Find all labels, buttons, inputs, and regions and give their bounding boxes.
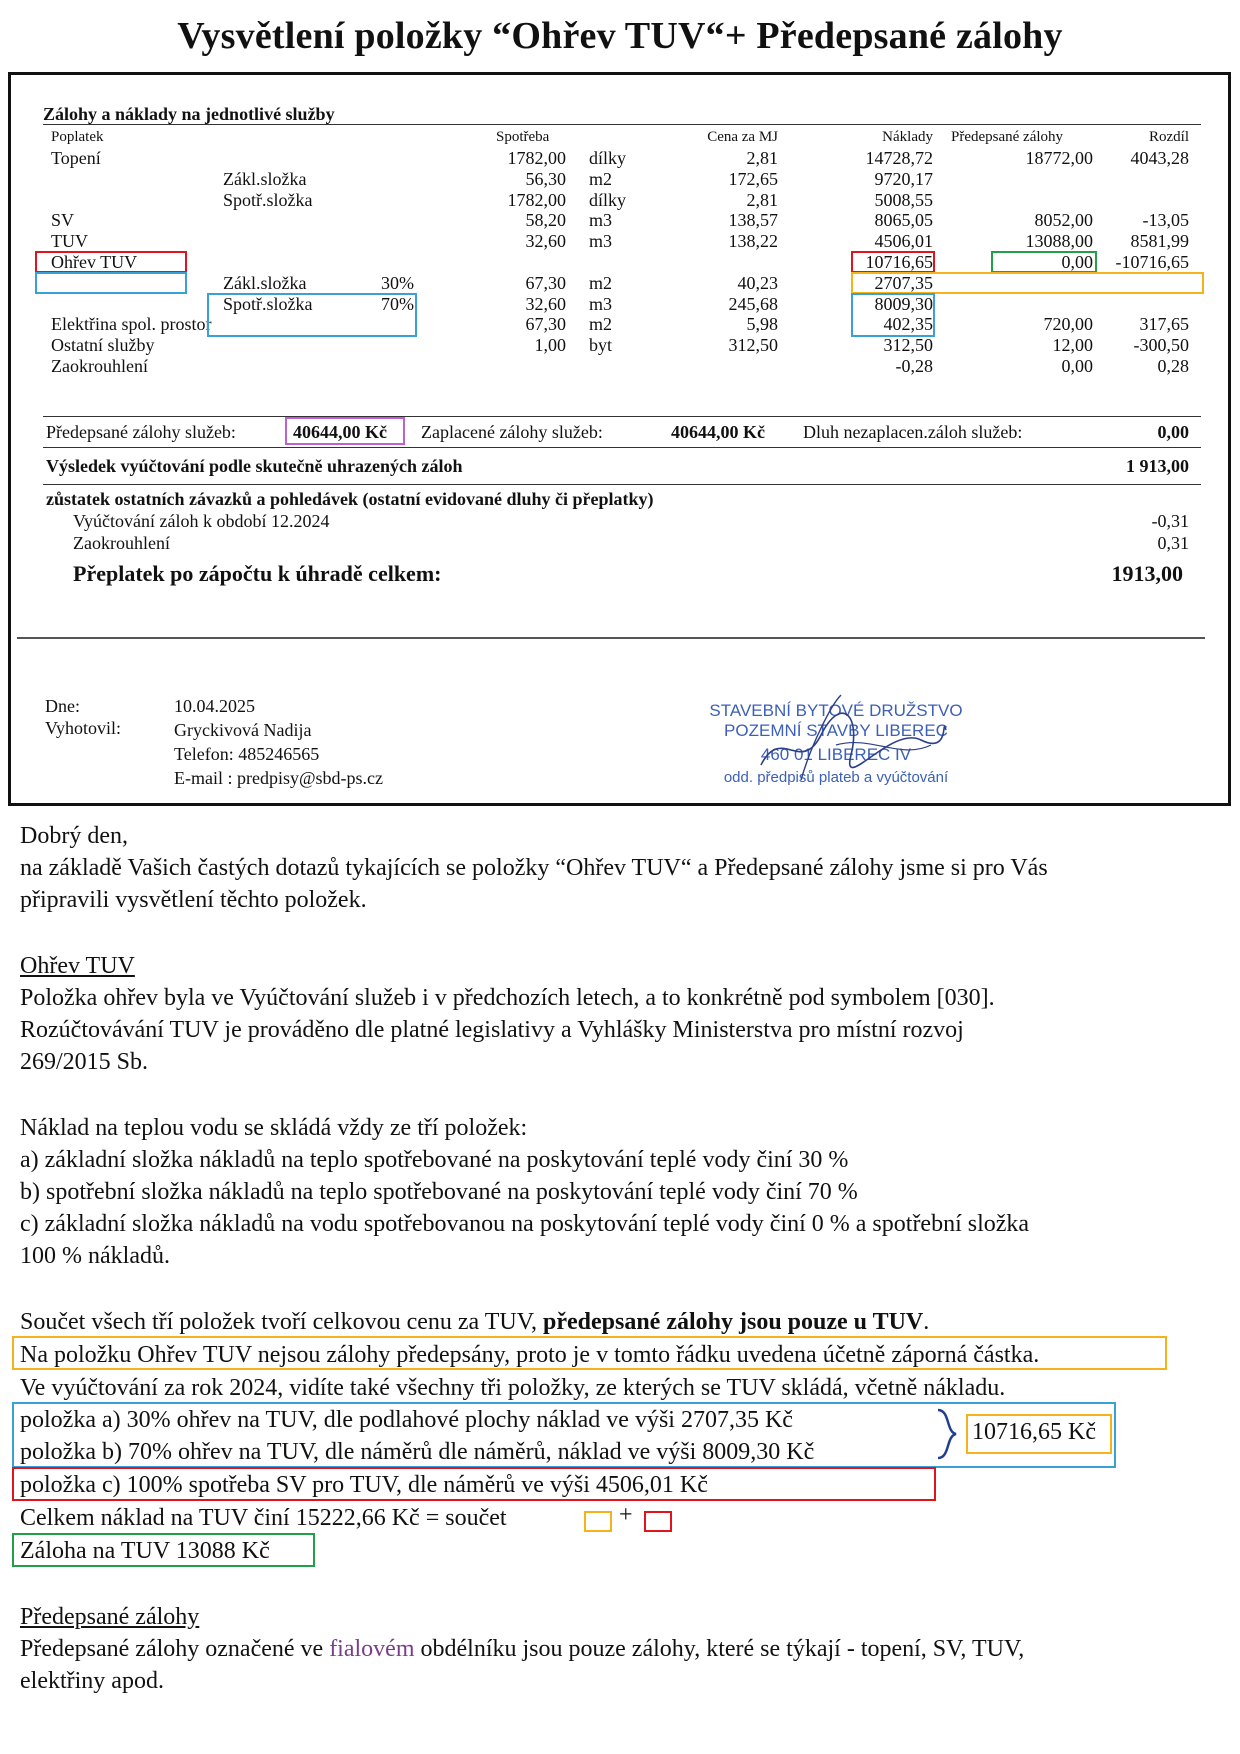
row-diff: -300,50 [1133, 335, 1189, 356]
paragraph-4-purple-word: fialovém [329, 1636, 415, 1662]
heading-predepsane-zalohy: Předepsané zálohy [20, 1604, 200, 1630]
col-header-cena: Cena za MJ [707, 129, 778, 145]
row-name: Topení [51, 148, 101, 168]
row-adv: 720,00 [1043, 314, 1093, 335]
col-header-zalohy: Předepsané zálohy [951, 129, 1064, 145]
row-cost: 312,50 [883, 335, 933, 356]
paragraph-4-line-1 [20, 1633, 1024, 1666]
row-name: SV [51, 210, 75, 231]
page-title: Vysvětlení položky “Ohřev TUV“+ Předepsané zálohy [177, 15, 1063, 57]
row-name: Zaokrouhlení [51, 356, 148, 376]
row-price: 245,68 [728, 293, 778, 314]
balance-row-label: Zaokrouhlení [73, 533, 170, 553]
paragraph-2-line-1: Náklad na teplou vodu se skládá vždy ze tří položek: [20, 1115, 528, 1141]
row-cost: 4506,01 [874, 231, 933, 252]
row-cost: -0,28 [895, 356, 933, 376]
author-label: Vyhotovil: [45, 718, 122, 738]
row-unit: m2 [589, 272, 613, 293]
row-adv: 0,00 [1061, 252, 1093, 272]
intro-line-1: na základě Vašich častých dotazů tykajících se položky “Ohřev TUV“ a Předepsané zálohy jsme si pro Vás [20, 855, 1048, 881]
statement-scan [8, 72, 1231, 806]
row-qty: 67,30 [525, 314, 566, 335]
stamp-line-4: odd. předpisů plateb a vyúčtování [723, 769, 949, 786]
row-cost: 9720,17 [874, 168, 933, 189]
dluh-value: 0,00 [1157, 422, 1189, 442]
col-header-naklady: Náklady [882, 129, 933, 145]
paragraph-1-line-2: Rozúčtovávání TUV je prováděno dle platné legislativy a Vyhlášky Ministerstva pro místní rozvoj [20, 1017, 964, 1043]
row-unit: dílky [589, 148, 627, 168]
author-email: E-mail : predpisy@sbd-ps.cz [174, 768, 384, 788]
row-cost: 14728,72 [865, 148, 933, 168]
row-adv: 0,00 [1061, 356, 1093, 376]
balance-row-label: Vyúčtování záloh k období 12.2024 [73, 511, 330, 531]
row-cost: 2707,35 [874, 272, 933, 293]
row-adv: 13088,00 [1025, 231, 1093, 252]
row-qty: 58,20 [525, 210, 566, 231]
footer-rule [17, 637, 1205, 639]
row-diff: 4043,28 [1130, 148, 1189, 168]
curly-brace-icon [932, 1406, 962, 1462]
col-header-rozdil: Rozdíl [1149, 129, 1189, 145]
row-diff: -13,05 [1142, 210, 1189, 231]
row-sub: Zákl.složka [223, 272, 307, 293]
item-a-line: položka a) 30% ohřev na TUV, dle podlahové plochy náklad ve výši 2707,35 Kč [20, 1407, 793, 1433]
row-cost: 8009,30 [874, 293, 933, 314]
paragraph-4-text-end: obdélníku jsou pouze zálohy, které se týkají - topení, SV, TUV, [414, 1636, 1025, 1662]
item-c-line: položka c) 100% spotřeba SV pro TUV, dle náměrů ve výši 4506,01 Kč [20, 1472, 708, 1498]
zapl-zalohy-label: Zaplacené zálohy služeb: [421, 422, 603, 442]
row-qty: 32,60 [525, 293, 566, 314]
tuv-name-box-red [35, 251, 187, 273]
row-diff: 0,28 [1157, 356, 1189, 376]
row-adv: 12,00 [1052, 335, 1093, 356]
item-b-line: položka b) 70% ohřev na TUV, dle náměrů dle náměrů, náklad ve výši 8009,30 Kč [20, 1439, 815, 1465]
row-cost: 10716,65 [865, 252, 933, 272]
row-name: TUV [51, 231, 88, 252]
result-rule [43, 484, 1201, 485]
row-unit: byt [589, 335, 613, 356]
overpay-label: Přeplatek po zápočtu k úhradě celkem: [73, 561, 442, 586]
row-unit: m3 [589, 210, 613, 231]
row-price: 5,98 [746, 314, 778, 335]
red-highlight-box [12, 1467, 936, 1501]
tuv-cost-box-red [851, 251, 935, 273]
row-sub: Spotř.složka [223, 189, 313, 210]
date-label: Dne: [45, 696, 80, 716]
paragraph-4-line-2: elektřiny apod. [20, 1668, 164, 1694]
col-header-spotreba: Spotřeba [496, 129, 550, 145]
paragraph-3-line-1 [20, 1306, 929, 1339]
ohrev-row-box-orange [851, 272, 1204, 294]
paragraph-3-line-3: Ve vyúčtování za rok 2024, vidíte také všechny tři položky, ze kterých se TUV skládá, včetně nákladu. [20, 1375, 1006, 1401]
row-price: 2,81 [746, 148, 778, 168]
brace-total: 10716,65 Kč [972, 1419, 1096, 1445]
row-qty: 67,30 [525, 272, 566, 293]
paragraph-4-text: Předepsané zálohy označené ve [20, 1636, 330, 1662]
result-value: 1 913,00 [1126, 456, 1189, 476]
section-underline [43, 124, 1201, 125]
components-cost-box-blue [851, 293, 935, 337]
paragraph-3-period: . [923, 1309, 930, 1335]
balance-row-value: -0,31 [1151, 511, 1189, 531]
brace-total-box-orange [966, 1414, 1112, 1454]
row-unit: dílky [589, 189, 627, 210]
greeting: Dobrý den, [20, 823, 128, 849]
pred-zalohy-label: Předepsané zálohy služeb: [46, 422, 236, 442]
row-price: 138,22 [728, 231, 778, 252]
pred-zalohy-box-violet [285, 417, 405, 445]
plus-sign: + [619, 1502, 633, 1528]
paragraph-1-line-3: 269/2015 Sb. [20, 1049, 149, 1075]
row-price: 2,81 [746, 189, 778, 210]
stamp-line-1: STAVEBNÍ BYTOVÉ DRUŽSTVO [709, 701, 963, 720]
row-qty: 56,30 [525, 168, 566, 189]
row-qty: 32,60 [525, 231, 566, 252]
ohrev-name-box-blue [35, 272, 187, 294]
paragraph-3-text: Součet všech tří položek tvoří celkovou cenu za TUV, [20, 1309, 543, 1335]
components-box-blue [207, 293, 417, 337]
overpay-value: 1913,00 [1111, 561, 1183, 586]
balance-row-value: 0,31 [1157, 533, 1189, 553]
legend-orange-square [584, 1511, 612, 1532]
row-sub: Zákl.složka [223, 168, 307, 189]
stamp-line-2: POZEMNÍ STAVBY LIBEREC [724, 721, 948, 740]
row-cost: 8065,05 [874, 210, 933, 231]
row-unit: m2 [589, 168, 613, 189]
date-value: 10.04.2025 [174, 696, 255, 716]
row-price: 40,23 [737, 272, 778, 293]
row-adv: 8052,00 [1034, 210, 1093, 231]
row-qty: 1782,00 [507, 189, 566, 210]
paragraph-2-item-a: a) základní složka nákladů na teplo spotřebované na poskytování teplé vody činí 30 % [20, 1147, 849, 1173]
row-cost: 5008,55 [874, 189, 933, 210]
row-unit: m3 [589, 231, 613, 252]
col-header-poplatek: Poplatek [51, 129, 104, 145]
row-price: 138,57 [728, 210, 778, 231]
signature [741, 685, 961, 795]
heading-ohrev-tuv: Ohřev TUV [20, 953, 135, 979]
zapl-zalohy-value: 40644,00 Kč [671, 422, 765, 442]
row-diff: 8581,99 [1130, 231, 1189, 252]
row-name: Elektřina spol. prostor [51, 314, 212, 335]
paragraph-2-item-b: b) spotřební složka nákladů na teplo spotřebované na poskytování teplé vody činí 70 % [20, 1179, 858, 1205]
row-name: Ostatní služby [51, 335, 155, 356]
stamp-line-3: 460 01 LIBEREC IV [760, 745, 912, 764]
row-sub: Spotř.složka [223, 293, 313, 314]
row-name: Ohřev TUV [51, 252, 138, 272]
paragraph-1-line-1: Položka ohřev byla ve Vyúčtování služeb i v předchozích letech, a to konkrétně pod symbolem [030]. [20, 985, 995, 1011]
author-name: Gryckivová Nadija [174, 720, 312, 740]
row-pct: 70% [381, 293, 414, 314]
paragraph-3-line-2: Na položku Ohřev TUV nejsou zálohy předepsány, proto je v tomto řádku uvedena účetně záporná částka. [20, 1342, 1040, 1368]
row-diff: -10716,65 [1115, 252, 1189, 272]
total-line: Celkem náklad na TUV činí 15222,66 Kč = součet [20, 1505, 507, 1531]
paragraph-2-item-c-line-1: c) základní složka nákladů na vodu spotřebovanou na poskytování teplé vody činí 0 % a spotřební složka [20, 1211, 1030, 1237]
row-price: 312,50 [728, 335, 778, 356]
row-adv: 18772,00 [1025, 148, 1093, 168]
result-label: Výsledek vyúčtování podle skutečně uhrazených záloh [46, 456, 463, 476]
row-qty: 1,00 [534, 335, 566, 356]
pred-zalohy-value: 40644,00 Kč [293, 422, 387, 442]
statement-section-title: Zálohy a náklady na jednotlivé služby [43, 104, 335, 124]
totals-top-rule [43, 416, 1201, 417]
row-cost: 402,35 [883, 314, 933, 335]
row-unit: m3 [589, 293, 613, 314]
intro-line-2: připravili vysvětlení těchto položek. [20, 887, 367, 913]
paragraph-2-item-c-line-2: 100 % nákladů. [20, 1243, 170, 1269]
row-diff: 317,65 [1139, 314, 1189, 335]
advance-line: Záloha na TUV 13088 Kč [20, 1538, 270, 1564]
green-highlight-box [12, 1533, 315, 1567]
row-qty: 1782,00 [507, 148, 566, 168]
row-unit: m2 [589, 314, 613, 335]
row-pct: 30% [381, 272, 414, 293]
orange-highlight-box [12, 1336, 1167, 1370]
dluh-label: Dluh nezaplacen.záloh služeb: [803, 422, 1023, 442]
legend-red-square [644, 1511, 672, 1532]
tuv-advance-box-green [991, 251, 1097, 273]
totals-bottom-rule [43, 447, 1201, 448]
author-phone: Telefon: 485246565 [174, 744, 320, 764]
row-price: 172,65 [728, 168, 778, 189]
paragraph-3-bold: předepsané zálohy jsou pouze u TUV [542, 1309, 924, 1335]
balance-title: zůstatek ostatních závazků a pohledávek (ostatní evidované dluhy či přeplatky) [46, 489, 654, 509]
